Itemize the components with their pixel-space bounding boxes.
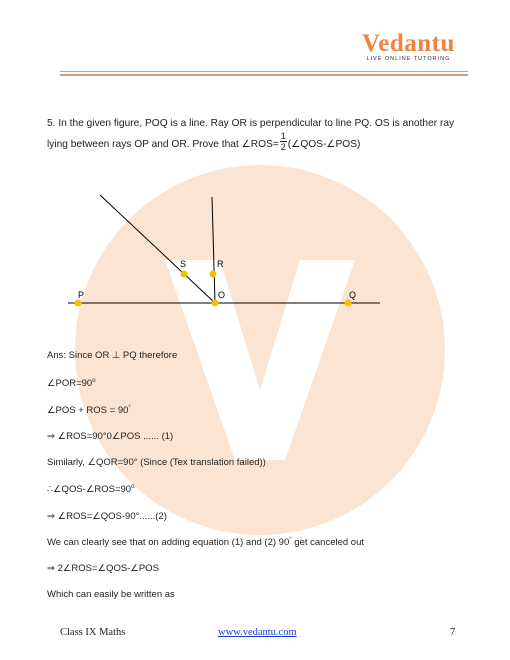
footer-class: Class IX Maths: [60, 627, 126, 638]
point-r: [210, 271, 217, 278]
label-o: O: [218, 290, 226, 300]
solution-line-8: ⇒ 2∠ROS=∠QOS-∠POS: [47, 563, 159, 574]
geometry-figure: [60, 185, 390, 315]
solution-line-1: $\angle POR=90^o$: [47, 378, 96, 390]
label-s: S: [180, 259, 187, 269]
footer-link[interactable]: www.vedantu.com: [218, 627, 297, 638]
solution-line-9: Which can easily be written as: [47, 589, 175, 600]
solution-line-5: $\therefore\angle QOS-\angle ROS=90^o$: [47, 484, 135, 496]
answer-intro: Ans: Since OR ⊥ PQ therefore: [47, 350, 178, 361]
solution-line-3: ⇒ ∠ROS=90°0∠POS ...... (1): [47, 431, 174, 442]
logo-tagline: LIVE ONLINE TUTORING: [366, 56, 451, 62]
formula-lhs: ∠ROS=: [241, 139, 279, 150]
formula-rhs: (∠QOS-∠POS): [287, 139, 361, 150]
point-s: [181, 271, 188, 278]
ray-or: [212, 197, 215, 303]
question-text: [47, 113, 472, 155]
footer-page-number: 7: [450, 627, 456, 638]
logo-wordmark: Vedantu: [362, 30, 455, 57]
question-body: 5. In the given figure, POQ is a line. Ray OR is perpendicular to line PQ. OS is another ray lying between rays OP and OR. Prove that: [47, 118, 455, 150]
label-q: Q: [349, 290, 357, 300]
solution-line-4: Similarly, ∠QOR=90° (Since (Tex translation failed)): [47, 457, 266, 468]
label-r: R: [217, 259, 224, 269]
solution-line-6: ⇒ ∠ROS=∠QOS-90°......(2): [47, 511, 167, 522]
vedantu-logo: [362, 30, 455, 62]
label-p: P: [78, 290, 85, 300]
point-o: [212, 300, 219, 307]
ray-os: [100, 195, 215, 303]
header-rule-top: [60, 71, 468, 72]
fraction-half: $\frac{1}{2}$: [280, 130, 286, 152]
solution-line-2: ∠POS + ROS = 90°: [47, 405, 131, 417]
header-rule-bottom: [60, 74, 468, 76]
point-p: [75, 300, 82, 307]
point-q: [345, 300, 352, 307]
solution-line-7: We can clearly see that on adding equation (1) and (2) 90° get canceled out: [47, 537, 364, 549]
